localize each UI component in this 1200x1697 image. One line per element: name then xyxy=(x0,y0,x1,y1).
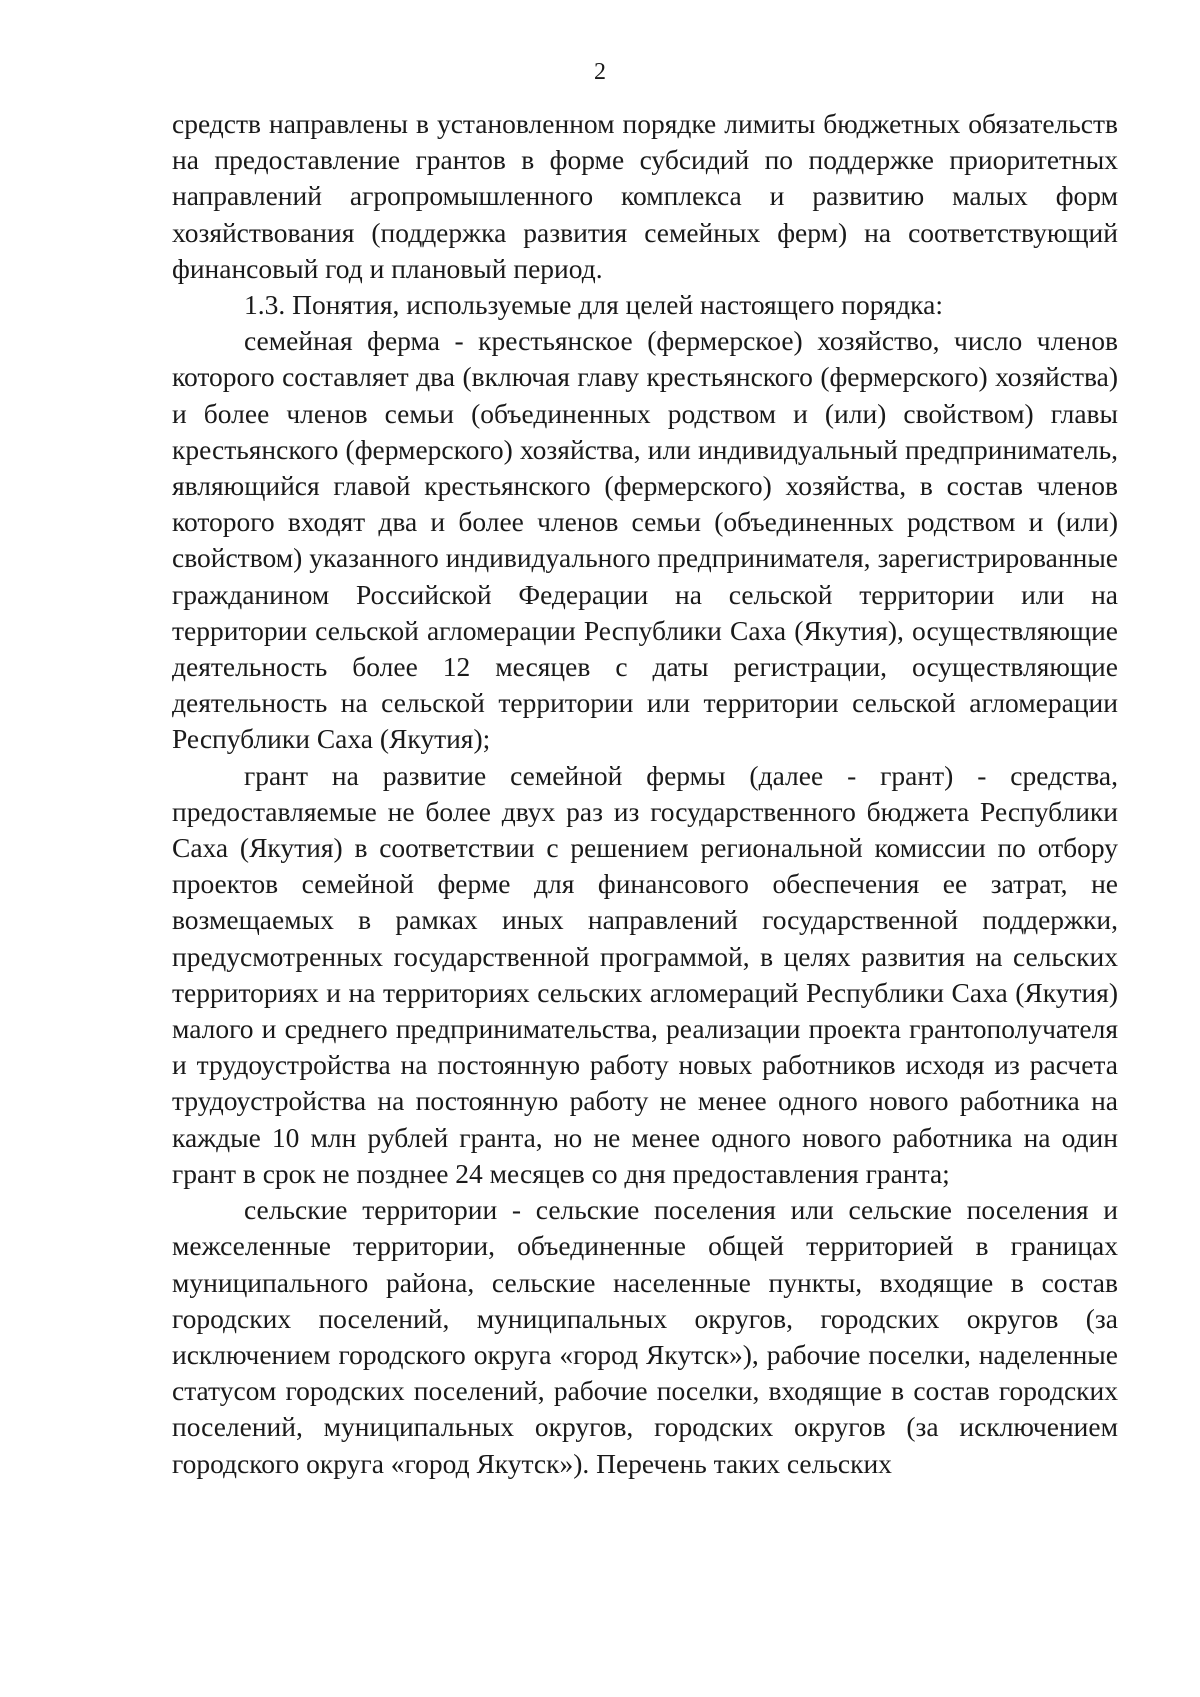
paragraph-definitions-heading: 1.3. Понятия, используемые для целей настоящего порядка: xyxy=(244,289,943,321)
paragraph-rural-territories-definition: сельские территории - сельские поселения или сельские поселения и межселенные территории, объединенные общей территорией в границах муниципального района, сельские населенные пункты, входящие в состав городских поселений, муниципальных округов, городских округов (за исключением городского округа «город Якутск»), рабочие поселки, наделенные статусом городских поселений, рабочие поселки, входящие в состав городских поселений, муниципальных округов, городских округов (за исключением городского округа «город Якутск»). Перечень таких сельских xyxy=(172,1194,1118,1479)
paragraph-grant-definition: грант на развитие семейной фермы (далее - грант) - средства, предоставляемые не более двух раз из государственного бюджета Республики Саха (Якутия) в соответствии с решением региональной комиссии по отбору проектов семейной ферме для финансового обеспечения ее затрат, не возмещаемых в рамках иных направлений государственной поддержки, предусмотренных государственной программой, в целях развития на сельских территориях и на территориях сельских агломераций Республики Саха (Якутия) малого и среднего предпринимательства, реализации проекта грантополучателя и трудоустройства на постоянную работу новых работников исходя из расчета трудоустройства на постоянную работу не менее одного нового работника на каждые 10 млн рублей гранта, но не менее одного нового работника на один грант в срок не позднее 24 месяцев со дня предоставления гранта; xyxy=(172,759,1118,1189)
page-number: 2 xyxy=(594,59,606,85)
document-body xyxy=(172,106,1118,1482)
paragraph-family-farm-definition: семейная ферма - крестьянское (фермерское) хозяйство, число членов которого составляет два (включая главу крестьянского (фермерского) хозяйства) и более членов семьи (объединенных родством и (или) свойством) главы крестьянского (фермерского) хозяйства, или индивидуальный предприниматель, являющийся главой крестьянского (фермерского) хозяйства, в состав членов которого входят два и более членов семьи (объединенных родством и (или) свойством) указанного индивидуального предпринимателя, зарегистрированные гражданином Российской Федерации на сельской территории или на территории сельской агломерации Республики Саха (Якутия), осуществляющие деятельность более 12 месяцев с даты регистрации, осуществляющие деятельность на сельской территории или территории сельской агломерации Республики Саха (Якутия); xyxy=(172,325,1118,755)
paragraph-budget-limits: средств направлены в установленном порядке лимиты бюджетных обязательств на предоставление грантов в форме субсидий по поддержке приоритетных направлений агропромышленного комплекса и развитию малых форм хозяйствования (поддержка развития семейных ферм) на соответствующий финансовый год и плановый период. xyxy=(172,108,1118,284)
